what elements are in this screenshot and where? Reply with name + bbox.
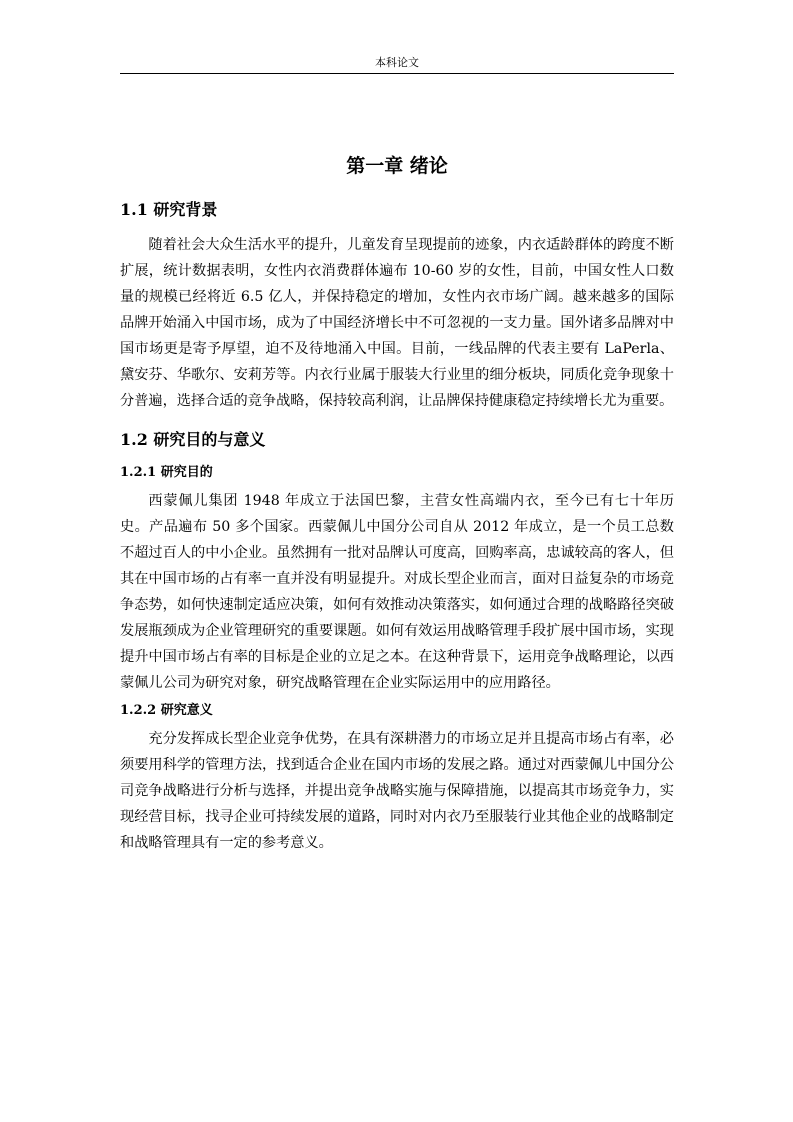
paragraph-research-purpose: 西蒙佩儿集团 1948 年成立于法国巴黎，主营女性高端内衣，至今已有七十年历史。产品遍布 50 多个国家。西蒙佩儿中国分公司自从 2012 年成立，是一个员工总数不超过百人的中小企业。虽然拥有一批对品牌认可度高，回购率高，忠诚较高的客人，但其在中国市场的占有率一直并没有明显提升。对成长型企业而言，面对日益复杂的市场竞争态势，如何快速制定适应决策，如何有效推动决策落实，如何通过合理的战略路径突破发展瓶颈成为企业管理研究的重要课题。如何有效运用战略管理手段扩展中国市场，实现提升中国市场占有率的目标是企业的立足之本。在这种背景下，运用竞争战略理论，以西蒙佩儿公司为研究对象，研究战略管理在企业实际运用中的应用路径。	[120, 493, 674, 691]
section-heading-research-background: 1.1 研究背景	[120, 200, 218, 219]
section-heading-purpose-significance: 1.2 研究目的与意义	[120, 430, 266, 449]
page-body	[120, 148, 674, 856]
subsection-heading-research-purpose: 1.2.1 研究目的	[120, 465, 213, 480]
paragraph-research-background: 随着社会大众生活水平的提升，儿童发育呈现提前的迹象，内衣适龄群体的跨度不断扩展，统计数据表明，女性内衣消费群体遍布 10-60 岁的女性，目前，中国女性人口数量的规模已经将近 6.5 亿人，并保持稳定的增加，女性内衣市场广阔。越来越多的国际品牌开始涌入中国市场，成为了中国经济增长中不可忽视的一支力量。国外诸多品牌对中国市场更是寄予厚望，迫不及待地涌入中国。目前，一线品牌的代表主要有 LaPerla、黛安芬、华歌尔、安莉芳等。内衣行业属于服装大行业里的细分板块，同质化竞争现象十分普遍，选择合适的竞争战略，保持较高利润，让品牌保持健康稳定持续增长尤为重要。	[120, 237, 674, 409]
header-rule	[120, 73, 674, 74]
subsection-heading-research-significance: 1.2.2 研究意义	[120, 703, 213, 718]
running-header: 本科论文	[375, 56, 419, 69]
paragraph-research-significance: 充分发挥成长型企业竞争优势，在具有深耕潜力的市场立足并且提高市场占有率，必须要用科学的管理方法，找到适合企业在国内市场的发展之路。通过对西蒙佩儿中国分公司竞争战略进行分析与选择，并提出竞争战略实施与保障措施，以提高其市场竞争力，实现经营目标，找寻企业可持续发展的道路，同时对内衣乃至服装行业其他企业的战略制定和战略管理具有一定的参考意义。	[120, 731, 674, 851]
chapter-title: 第一章 绪论	[346, 155, 448, 177]
